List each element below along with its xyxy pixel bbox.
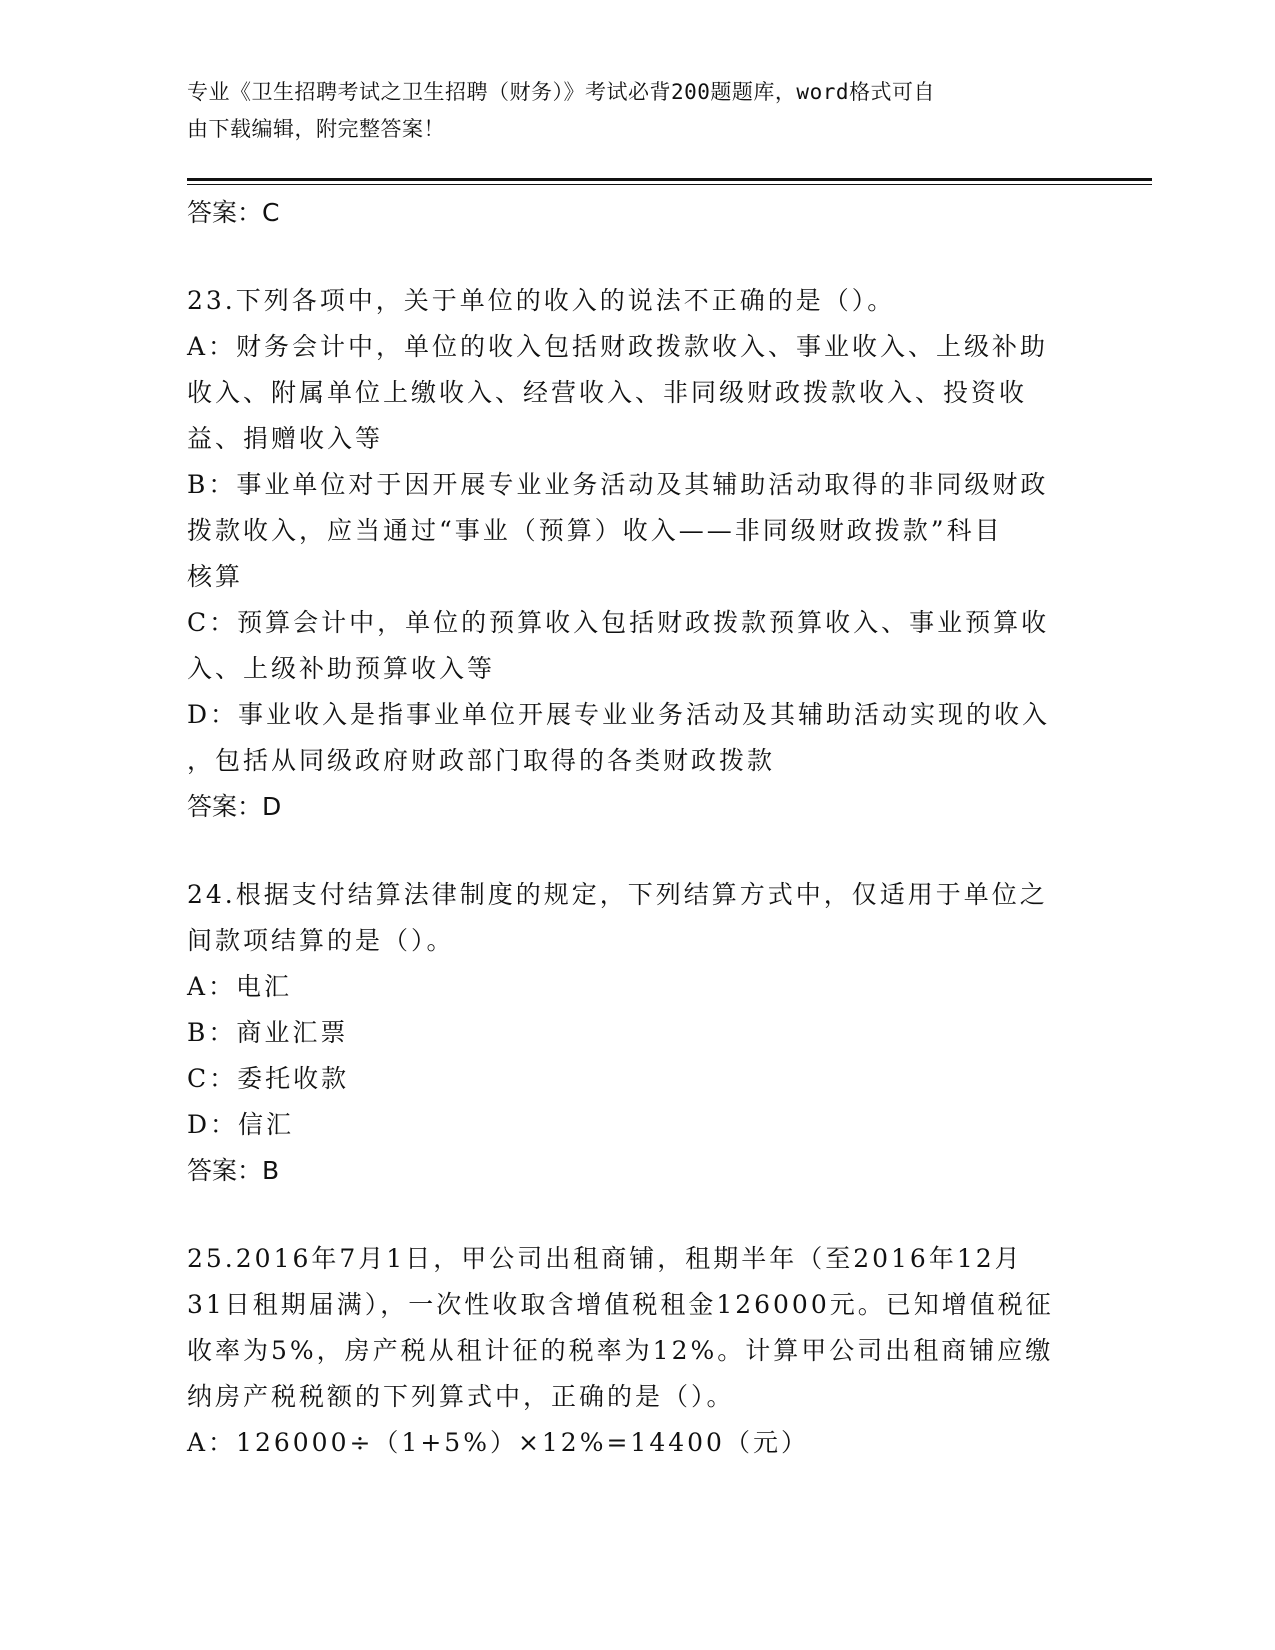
header-line-2: 由下载编辑，附完整答案！	[187, 117, 445, 141]
option-d-cont: ，包括从同级政府财政部门取得的各类财政拨款	[187, 746, 776, 775]
option-d: D：信汇	[187, 1110, 295, 1139]
question-stem-cont: 31日租期届满），一次性收取含增值税租金126000元。已知增值税征	[187, 1290, 1054, 1319]
option-b: B：事业单位对于因开展专业业务活动及其辅助活动取得的非同级财政	[187, 470, 1049, 499]
option-d: D：事业收入是指事业单位开展专业业务活动及其辅助活动实现的收入	[187, 700, 1051, 729]
option-a-cont: 益、捐赠收入等	[187, 424, 384, 453]
question-23	[187, 278, 1087, 830]
option-a-cont: 收入、附属单位上缴收入、经营收入、非同级财政拨款收入、投资收	[187, 378, 1028, 407]
question-stem: 25.2016年7月1日，甲公司出租商铺，租期半年（至2016年12月	[187, 1244, 1023, 1273]
option-c: C：预算会计中，单位的预算收入包括财政拨款预算收入、事业预算收	[187, 608, 1050, 637]
option-c: C：委托收款	[187, 1064, 350, 1093]
header-rule-thick	[187, 178, 1152, 181]
question-stem-cont: 收率为5%，房产税从租计征的税率为12%。计算甲公司出租商铺应缴	[187, 1336, 1054, 1365]
document-header	[187, 74, 1067, 148]
question-stem-cont: 间款项结算的是（）。	[187, 926, 455, 955]
option-a: A：财务会计中，单位的收入包括财政拨款收入、事业收入、上级补助	[187, 332, 1049, 361]
answer-line: 答案：C	[187, 198, 280, 227]
question-content	[187, 190, 1087, 1466]
question-25	[187, 1236, 1087, 1466]
option-c-cont: 入、上级补助预算收入等	[187, 654, 496, 683]
header-line-1: 专业《卫生招聘考试之卫生招聘（财务）》考试必背200题题库，word格式可自	[187, 80, 935, 104]
option-a: A：126000÷（1+5%）×12%=14400（元）	[187, 1428, 809, 1457]
answer-line: 答案：D	[187, 792, 282, 821]
option-b: B：商业汇票	[187, 1018, 349, 1047]
header-rule-thin	[187, 184, 1152, 185]
option-a: A：电汇	[187, 972, 293, 1001]
question-stem-cont: 纳房产税税额的下列算式中，正确的是（）。	[187, 1382, 735, 1411]
question-stem: 24.根据支付结算法律制度的规定，下列结算方式中，仅适用于单位之	[187, 880, 1048, 909]
option-b-cont: 拨款收入，应当通过“事业（预算）收入——非同级财政拨款”科目	[187, 516, 1003, 545]
question-24	[187, 872, 1087, 1194]
question-stem: 23.下列各项中，关于单位的收入的说法不正确的是（）。	[187, 286, 896, 315]
answer-line: 答案：B	[187, 1156, 280, 1185]
option-b-cont: 核算	[187, 562, 244, 591]
